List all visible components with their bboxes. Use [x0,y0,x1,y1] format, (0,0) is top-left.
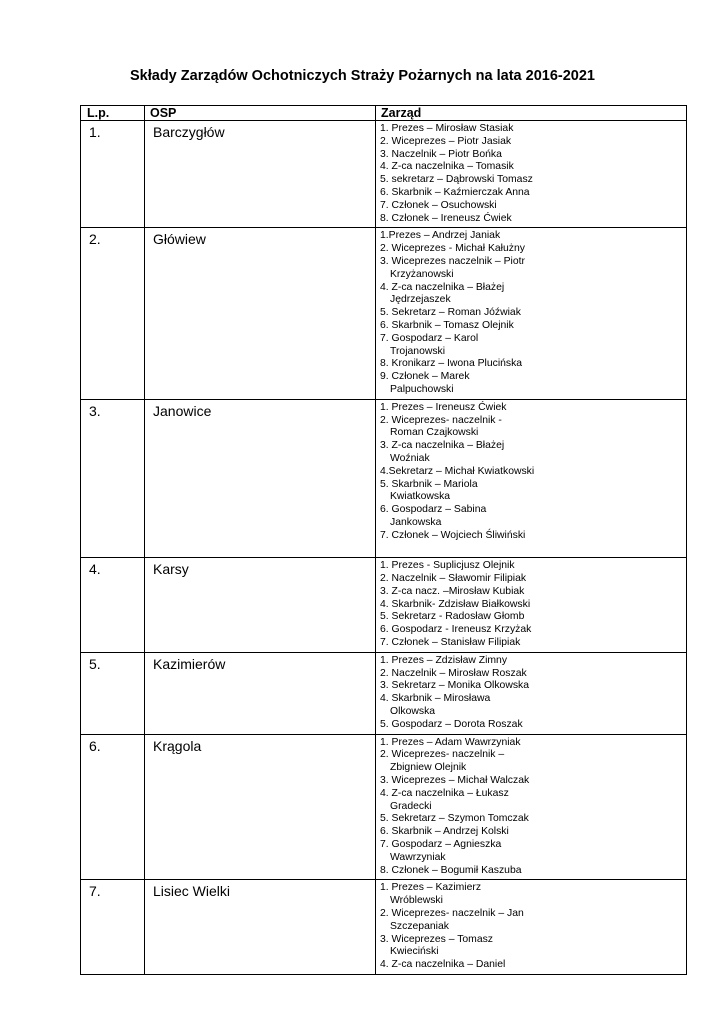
page-title: Składy Zarządów Ochotniczych Straży Pożarnych na lata 2016-2021 [130,68,595,84]
board-member-line: 5. Gospodarz – Dorota Roszak [380,718,523,730]
board-member-line: 6. Gospodarz – Sabina [380,504,487,516]
board-member-line: Zbigniew Olejnik [390,762,467,774]
board-member-line: 5. Skarbnik – Mariola [380,478,478,490]
table-header-row [81,106,687,121]
board-member-line: Krzyżanowski [390,268,454,280]
board-member-line: 6. Gospodarz - Ireneusz Krzyżak [380,624,532,636]
board-member-line: 1. Prezes – Zdzisław Zimny [380,654,508,666]
board-member-line: 3. Z-ca naczelnika – Błażej [380,440,505,452]
board-member-line: Kwiatkowska [390,491,451,503]
board-member-line: 2. Naczelnik – Mirosław Roszak [380,667,527,679]
board-member-line: 2. Wiceprezes – Piotr Jasiak [380,135,512,147]
table-row [81,558,687,653]
board-member-line: 1.Prezes – Andrzej Janiak [380,230,501,242]
header-zarzad: Zarząd [376,106,687,121]
board-members [376,121,687,228]
board-member-line: 6. Skarbnik – Kaźmierczak Anna [380,186,530,198]
row-number: 5. [81,652,145,734]
board-member-line: 5. Sekretarz – Roman Jóźwiak [380,307,521,319]
board-member-line: 5. Sekretarz - Radosław Głomb [380,611,525,623]
board-member-line: 4. Z-ca naczelnika – Daniel [380,959,506,971]
board-member-line: 6. Skarbnik – Andrzej Kolski [380,826,509,838]
table-row [81,228,687,399]
board-member-line: 3. Z-ca nacz. –Mirosław Kubiak [380,585,525,597]
board-member-line: Kwieciński [390,946,439,958]
osp-name: Janowice [145,399,376,558]
board-member-line: 8. Członek – Ireneusz Ćwiek [380,212,512,224]
board-member-line: 3. Wiceprezes – Michał Walczak [380,775,530,787]
osp-name: Krągola [145,734,376,880]
header-osp: OSP [145,106,376,121]
osp-name: Karsy [145,558,376,653]
board-member-line: 2. Naczelnik – Sławomir Filipiak [380,573,527,585]
board-member-line: Jędrzejaszek [390,294,451,306]
table-row [81,399,687,558]
table-row [81,121,687,228]
osp-name: Barczygłów [145,121,376,228]
board-member-line: Woźniak [390,452,430,464]
header-lp: L.p. [81,106,145,121]
board-member-line: 3. Wiceprezes – Tomasz [380,933,493,945]
board-table [80,105,687,975]
board-member-line: 2. Wiceprezes- naczelnik – [380,749,505,761]
board-member-line: Palpuchowski [390,383,454,395]
board-member-line: 7. Członek – Osuchowski [380,199,497,211]
row-number: 2. [81,228,145,399]
board-member-line: Wróblewski [390,895,443,907]
board-member-line: 3. Sekretarz – Monika Olkowska [380,680,529,692]
board-member-line: 6. Skarbnik – Tomasz Olejnik [380,319,514,331]
board-members [376,880,687,975]
board-member-line: 4. Z-ca naczelnika – Tomasik [380,161,514,173]
board-member-line: 4. Skarbnik – Mirosława [380,693,491,705]
board-members [376,228,687,399]
board-members [376,652,687,734]
board-member-line: 7. Członek – Stanisław Filipiak [380,637,521,649]
board-member-line: 9. Członek – Marek [380,371,470,383]
board-member-line: 8. Kronikarz – Iwona Plucińska [380,358,523,370]
table-row [81,734,687,880]
board-member-line: 2. Wiceprezes- naczelnik - [380,414,502,426]
board-member-line: 4.Sekretarz – Michał Kwiatkowski [380,465,535,477]
board-member-line: 1. Prezes – Ireneusz Ćwiek [380,401,507,413]
board-members [376,558,687,653]
board-members [376,734,687,880]
row-number: 7. [81,880,145,975]
board-member-line: 3. Wiceprezes naczelnik – Piotr [380,255,525,267]
board-member-line: Olkowska [390,706,436,718]
board-member-line: 2. Wiceprezes- naczelnik – Jan [380,908,524,920]
board-member-line: Jankowska [390,516,442,528]
board-member-line: 1. Prezes – Kazimierz [380,882,482,894]
board-member-line: 7. Gospodarz – Agnieszka [380,839,502,851]
board-member-line: Szczepaniak [390,920,449,932]
board-member-line: 5. sekretarz – Dąbrowski Tomasz [380,174,533,186]
board-member-line: 1. Prezes – Mirosław Stasiak [380,123,514,134]
board-member-line: 4. Skarbnik- Zdzisław Białkowski [380,598,531,610]
osp-name: Kazimierów [145,652,376,734]
osp-name: Główiew [145,228,376,399]
board-member-line: 7. Członek – Wojciech Śliwiński [380,529,526,541]
board-member-line: 1. Prezes - Suplicjusz Olejnik [380,560,515,572]
row-number: 4. [81,558,145,653]
board-member-line: Wawrzyniak [390,851,446,863]
board-member-line: 1. Prezes – Adam Wawrzyniak [380,736,521,748]
board-members [376,399,687,558]
osp-name: Lisiec Wielki [145,880,376,975]
board-member-line: Roman Czajkowski [390,427,479,439]
row-number: 6. [81,734,145,880]
board-member-line: 3. Naczelnik – Piotr Bońka [380,148,502,160]
board-member-line: 5. Sekretarz – Szymon Tomczak [380,813,529,825]
board-member-line [380,543,686,556]
table-body [81,121,687,975]
board-member-line: 4. Z-ca naczelnika – Błażej [380,281,505,293]
board-member-line: 7. Gospodarz – Karol [380,332,479,344]
board-member-line: 2. Wiceprezes - Michał Kałużny [380,243,525,255]
table-row [81,652,687,734]
table-row [81,880,687,975]
board-member-line: Gradecki [390,800,432,812]
board-member-line: 8. Członek – Bogumił Kaszuba [380,864,522,876]
board-member-line: 4. Z-ca naczelnika – Łukasz [380,787,509,799]
board-member-line: Trojanowski [390,345,446,357]
row-number: 1. [81,121,145,228]
row-number: 3. [81,399,145,558]
